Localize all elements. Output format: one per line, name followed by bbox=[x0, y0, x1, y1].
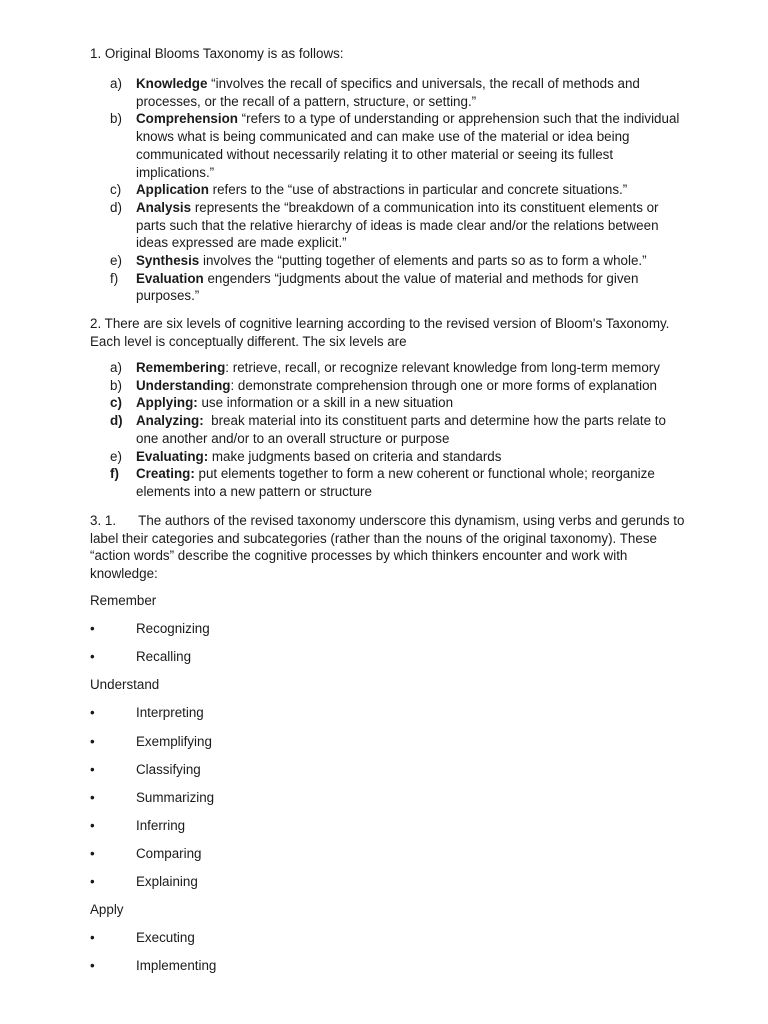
term-analyzing: Analyzing: bbox=[136, 413, 204, 429]
definition: “involves the recall of specifics and universals, the recall of methods and processes, or the recall of a pattern, structure, or setting.” bbox=[136, 76, 640, 109]
term-comprehension: Comprehension bbox=[136, 111, 238, 127]
list-marker: a) bbox=[110, 76, 122, 91]
definition: engenders “judgments about the value of material and methods for given purposes.” bbox=[136, 270, 639, 304]
bullet-item bbox=[90, 733, 212, 751]
list-item bbox=[110, 252, 680, 270]
bullet-icon: • bbox=[90, 818, 95, 833]
bullet-icon: • bbox=[90, 790, 95, 805]
definition: make judgments based on criteria and standards bbox=[208, 448, 502, 464]
list-marker: e) bbox=[110, 448, 122, 464]
bullet-item bbox=[90, 957, 216, 975]
bullet-item bbox=[90, 873, 198, 891]
list-item bbox=[110, 110, 680, 181]
definition: : retrieve, recall, or recognize relevant knowledge from long-term memory bbox=[225, 360, 660, 375]
list-marker: b) bbox=[110, 111, 122, 127]
definition: break material into its constituent parts and determine how the parts relate to one another and/or to an overall structure or purpose bbox=[136, 413, 670, 446]
revised-taxonomy-list bbox=[110, 359, 680, 501]
definition: : demonstrate comprehension through one or more forms of explanation bbox=[230, 377, 657, 393]
bullet-text: Summarizing bbox=[136, 790, 215, 805]
bullet-text: Comparing bbox=[136, 846, 202, 861]
list-marker: f) bbox=[110, 466, 119, 482]
section-2-intro: 2. There are six levels of cognitive learning according to the revised version of Bloom's Taxonomy. Each level is conceptually different. The six levels are bbox=[90, 316, 670, 349]
section-3-intro: 3. 1. The authors of the revised taxonomy underscore this dynamism, using verbs and gerunds to label their categories and subcategories (rather than the nouns of the original taxonomy). These “action words” describe the cognitive processes by which thinkers encounter and work with knowledge: bbox=[90, 513, 689, 582]
term-creating: Creating: bbox=[136, 466, 195, 482]
list-item bbox=[110, 394, 680, 412]
definition: represents the “breakdown of a communication into its constituent elements or parts such that the relative hierarchy of ideas is made clear and/or the relations between ideas expressed are made explicit.” bbox=[136, 199, 659, 251]
bullet-item bbox=[90, 845, 202, 863]
bullet-item bbox=[90, 704, 204, 722]
bullet-icon: • bbox=[90, 649, 95, 664]
list-item bbox=[110, 412, 680, 447]
bullet-item bbox=[90, 817, 185, 835]
bullet-text: Executing bbox=[136, 930, 195, 945]
category-heading-apply: Apply bbox=[90, 902, 124, 917]
list-item bbox=[110, 377, 680, 395]
bullet-icon: • bbox=[90, 874, 95, 889]
term-remembering: Remembering bbox=[136, 360, 226, 375]
definition: refers to the “use of abstractions in particular and concrete situations.” bbox=[208, 182, 628, 198]
bullet-icon: • bbox=[90, 705, 95, 720]
definition: “refers to a type of understanding or apprehension such that the individual knows what is being communicated and can make use of the material or idea being communicated without necessarily relating it to other material or seeing its fullest implications.” bbox=[136, 111, 680, 180]
bullet-text: Recognizing bbox=[136, 621, 210, 636]
bullet-item bbox=[90, 620, 210, 638]
bullet-text: Recalling bbox=[136, 649, 192, 664]
section-1-title: 1. Original Blooms Taxonomy is as follows: bbox=[90, 46, 344, 61]
list-item bbox=[110, 75, 680, 110]
term-understanding: Understanding bbox=[136, 377, 231, 393]
bullet-icon: • bbox=[90, 958, 95, 973]
list-marker: d) bbox=[110, 199, 122, 215]
definition: put elements together to form a new coherent or functional whole; reorganize elements into a new pattern or structure bbox=[136, 466, 655, 499]
bullet-text: Classifying bbox=[136, 762, 201, 777]
bullet-text: Interpreting bbox=[136, 705, 204, 720]
list-marker: c) bbox=[110, 182, 122, 198]
bullet-item bbox=[90, 648, 191, 666]
bullet-icon: • bbox=[90, 762, 95, 777]
list-item bbox=[110, 270, 680, 305]
bullet-text: Inferring bbox=[136, 818, 186, 833]
bullet-text: Exemplifying bbox=[136, 734, 212, 749]
bullet-item bbox=[90, 761, 201, 779]
list-marker: a) bbox=[110, 360, 122, 375]
term-knowledge: Knowledge bbox=[136, 76, 208, 91]
list-marker: b) bbox=[110, 377, 122, 393]
bullet-icon: • bbox=[90, 621, 95, 636]
list-item bbox=[110, 448, 680, 466]
bullet-icon: • bbox=[90, 846, 95, 861]
original-taxonomy-list bbox=[110, 75, 680, 305]
definition: involves the “putting together of elements and parts so as to form a whole.” bbox=[199, 253, 647, 269]
bullet-item bbox=[90, 929, 195, 947]
category-heading-remember: Remember bbox=[90, 593, 157, 608]
term-evaluating: Evaluating: bbox=[136, 448, 209, 464]
list-item bbox=[110, 199, 680, 252]
list-item bbox=[110, 465, 680, 500]
list-marker: d) bbox=[110, 413, 123, 429]
bullet-item bbox=[90, 789, 214, 807]
category-heading-understand: Understand bbox=[90, 677, 160, 692]
bullet-text: Implementing bbox=[136, 958, 217, 973]
list-marker: c) bbox=[110, 395, 122, 411]
term-analysis: Analysis bbox=[136, 199, 192, 215]
bullet-text: Explaining bbox=[136, 874, 198, 889]
list-item bbox=[110, 181, 680, 199]
list-item bbox=[110, 359, 680, 377]
term-applying: Applying: bbox=[136, 395, 198, 411]
list-marker: e) bbox=[110, 253, 122, 269]
bullet-icon: • bbox=[90, 734, 95, 749]
definition: use information or a skill in a new situation bbox=[197, 395, 454, 411]
term-application: Application bbox=[136, 182, 209, 198]
term-synthesis: Synthesis bbox=[136, 253, 200, 269]
bullet-icon: • bbox=[90, 930, 95, 945]
list-marker: f) bbox=[110, 270, 119, 286]
term-evaluation: Evaluation bbox=[136, 270, 204, 286]
